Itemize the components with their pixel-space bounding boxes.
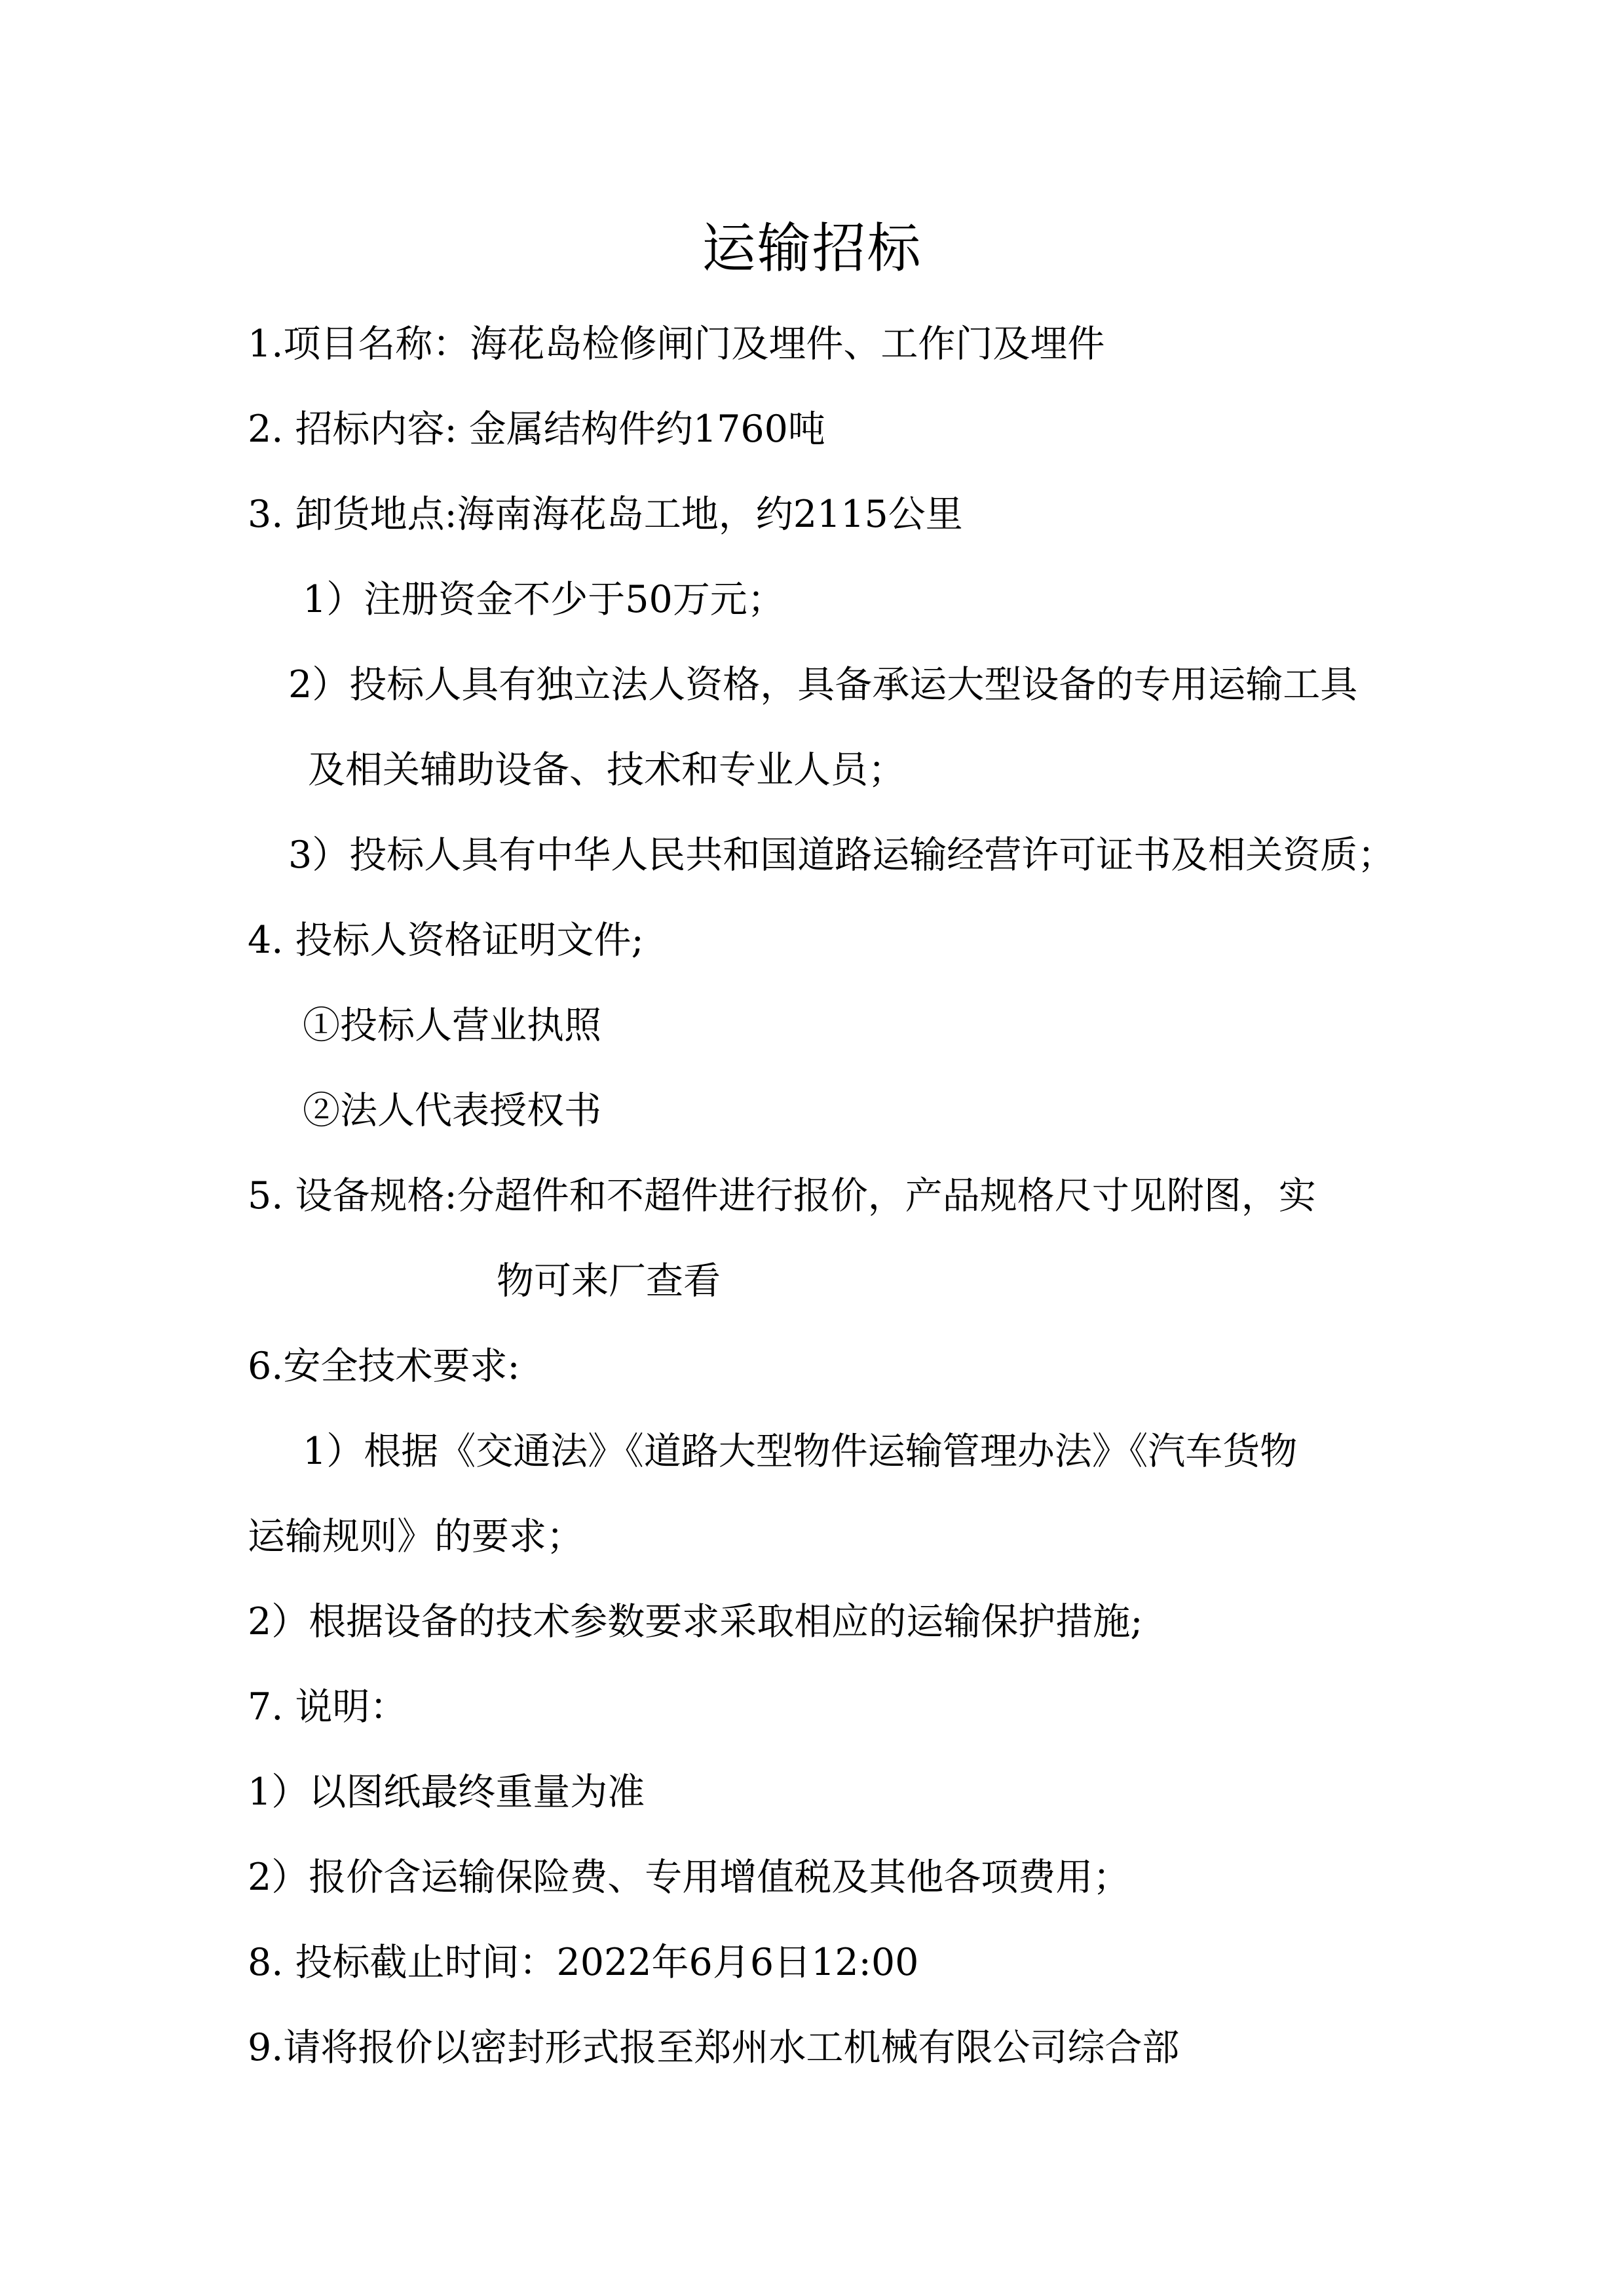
item-2-bid-content: 2. 招标内容: 金属结构件约1760吨 [248, 408, 825, 451]
item-3-sub-2: 2）投标人具有独立法人资格，具备承运大型设备的专用运输工具 [288, 663, 1358, 706]
item-7-sub-1: 1）以图纸最终重量为准 [248, 1770, 645, 1814]
item-4-sub-2: ②法人代表授权书 [303, 1089, 601, 1132]
item-7-notes: 7. 说明： [248, 1685, 407, 1729]
item-4-sub-1: ①投标人营业执照 [303, 1004, 601, 1047]
item-7-sub-2: 2）报价含运输保险费、专用增值税及其他各项费用； [248, 1856, 1131, 1899]
item-1-project-name: 1.项目名称：海花岛检修闸门及埋件、工作门及埋件 [248, 322, 1105, 366]
item-3-unloading-location: 3. 卸货地点:海南海花岛工地，约2115公里 [248, 493, 963, 536]
item-3-sub-3: 3）投标人具有中华人民共和国道路运输经营许可证书及相关资质； [288, 833, 1395, 877]
item-6-sub-1-continued: 运输规则》的要求； [248, 1515, 584, 1558]
item-6-sub-2: 2）根据设备的技术参数要求采取相应的运输保护措施; [248, 1600, 1143, 1643]
item-3-sub-1: 1）注册资金不少于50万元； [303, 578, 785, 621]
item-3-sub-2-continued: 及相关辅助设备、技术和专业人员； [308, 748, 905, 792]
item-6-sub-1: 1）根据《交通法》《道路大型物件运输管理办法》《汽车货物 [303, 1430, 1298, 1473]
document-title: 运输招标 [702, 218, 922, 280]
item-4-qualification-docs: 4. 投标人资格证明文件; [248, 919, 644, 962]
item-5-equipment-spec: 5. 设备规格:分超件和不超件进行报价，产品规格尺寸见附图，实 [248, 1174, 1316, 1217]
item-9-submission: 9.请将报价以密封形式报至郑州水工机械有限公司综合部 [248, 2026, 1180, 2069]
item-5-continued: 物可来厂查看 [497, 1259, 721, 1303]
item-8-deadline: 8. 投标截止时间：2022年6月6日12:00 [248, 1941, 919, 1984]
item-6-safety-requirements: 6.安全技术要求: [248, 1345, 520, 1388]
